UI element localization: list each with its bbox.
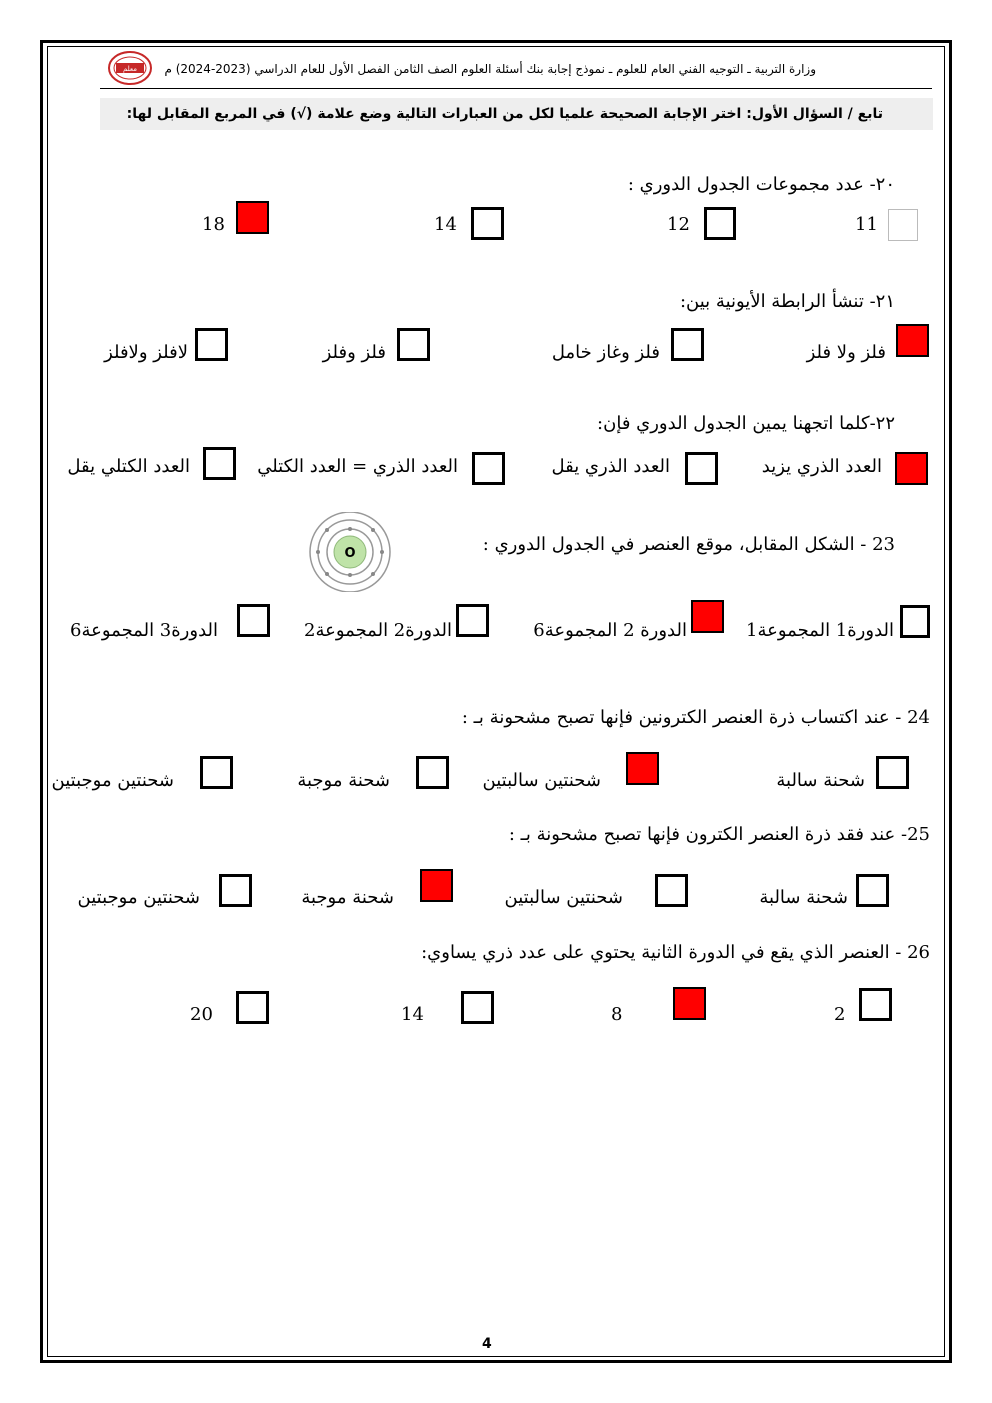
q20-option-2-label: 12 (667, 214, 690, 235)
ministry-logo (106, 50, 154, 86)
q24-option-4-label: شحنتين موجبتين (51, 770, 174, 791)
q25-option-2-checkbox[interactable] (655, 874, 688, 907)
q25-option-1-label: شحنة سالبة (759, 887, 848, 908)
q26-option-3-label: 14 (401, 1004, 424, 1025)
question-24: 24 - عند اكتساب ذرة العنصر الكترونين فإنها تصبح مشحونة بـ : (461, 707, 930, 728)
q21-option-4-checkbox[interactable] (195, 328, 228, 361)
question-22: ٢٢-كلما اتجهنا يمين الجدول الدوري فإن: (597, 413, 895, 434)
q20-option-1-label: 11 (855, 214, 878, 235)
header-divider (100, 88, 932, 89)
q20-option-4-label: 18 (202, 214, 225, 235)
q23-option-1-checkbox[interactable] (900, 605, 930, 638)
svg-text:معلم: معلم (122, 65, 138, 73)
q21-option-3-label: فلز وفلز (322, 342, 386, 363)
q23-option-3-checkbox[interactable] (456, 604, 489, 637)
q22-option-3-label: العدد الذري = العدد الكتلي (257, 456, 458, 477)
q21-option-2-checkbox[interactable] (671, 328, 704, 361)
q25-option-3-checkbox[interactable] (420, 869, 453, 902)
q26-option-2-checkbox[interactable] (673, 987, 706, 1020)
question-23: 23 - الشكل المقابل، موقع العنصر في الجدول الدوري : (482, 534, 895, 555)
q26-option-4-label: 20 (190, 1004, 213, 1025)
q20-option-3-checkbox[interactable] (471, 207, 504, 240)
q24-option-2-label: شحنتين سالبتين (482, 770, 601, 791)
q25-option-1-checkbox[interactable] (856, 874, 889, 907)
q26-option-4-checkbox[interactable] (236, 991, 269, 1024)
q22-option-1-label: العدد الذري يزيد (761, 456, 882, 477)
q22-option-4-label: العدد الكتلي يقل (67, 456, 190, 477)
q23-option-3-label: الدورة2 المجموعة2 (304, 620, 452, 641)
q22-option-4-checkbox[interactable] (203, 447, 236, 480)
q25-option-3-label: شحنة موجبة (301, 887, 394, 908)
q26-option-2-label: 8 (611, 1004, 623, 1025)
q20-option-2-checkbox[interactable] (704, 207, 736, 240)
q23-option-4-label: الدورة3 المجموعة6 (70, 620, 218, 641)
q23-option-4-checkbox[interactable] (237, 604, 270, 637)
q24-option-3-label: شحنة موجبة (297, 770, 390, 791)
q26-option-3-checkbox[interactable] (461, 991, 494, 1024)
question-25: 25- عند فقد ذرة العنصر الكترون فإنها تصبح مشحونة بـ : (508, 824, 930, 845)
q26-option-1-label: 2 (834, 1004, 846, 1025)
q21-option-4-label: لافلز ولافلز (104, 342, 188, 363)
page-number: 4 (482, 1336, 492, 1352)
svg-text:O: O (344, 546, 356, 561)
q20-option-4-checkbox[interactable] (236, 201, 269, 234)
question-banner: تابع / السؤال الأول: اختر الإجابة الصحيحة علميا لكل من العبارات التالية وضع علامة (√) في المربع المقابل لها: (100, 98, 933, 130)
q22-option-2-checkbox[interactable] (685, 452, 718, 485)
q23-option-2-checkbox[interactable] (691, 600, 724, 633)
q22-option-1-checkbox[interactable] (895, 452, 928, 485)
q24-option-1-label: شحنة سالبة (776, 770, 865, 791)
q22-option-3-checkbox[interactable] (472, 452, 505, 485)
q25-option-4-label: شحنتين موجبتين (77, 887, 200, 908)
q24-option-3-checkbox[interactable] (416, 756, 449, 789)
q21-option-1-label: فلز ولا فلز (806, 342, 886, 363)
q23-option-2-label: الدورة 2 المجموعة6 (533, 620, 687, 641)
q21-option-3-checkbox[interactable] (397, 328, 430, 361)
q24-option-2-checkbox[interactable] (626, 752, 659, 785)
q23-option-1-label: الدورة1 المجموعة1 (746, 620, 894, 641)
q24-option-4-checkbox[interactable] (200, 756, 233, 789)
q24-option-1-checkbox[interactable] (876, 756, 909, 789)
q20-option-3-label: 14 (434, 214, 457, 235)
q25-option-4-checkbox[interactable] (219, 874, 252, 907)
oxygen-atom-diagram (305, 512, 395, 592)
q22-option-2-label: العدد الذري يقل (551, 456, 670, 477)
q21-option-2-label: فلز وغاز خامل (551, 342, 660, 363)
question-20: ٢٠- عدد مجموعات الجدول الدوري : (627, 174, 895, 195)
q26-option-1-checkbox[interactable] (859, 988, 892, 1021)
question-26: 26 - العنصر الذي يقع في الدورة الثانية يحتوي على عدد ذري يساوي: (421, 942, 930, 963)
q25-option-2-label: شحنتين سالبتين (504, 887, 623, 908)
header-text: وزارة التربية ـ التوجيه الفني العام للعلوم ـ نموذج إجابة بنك أسئلة العلوم الصف الثامن الفصل الأول للعام الدراسي (2023-2024) م (164, 62, 816, 76)
q20-option-1-checkbox[interactable] (888, 209, 918, 241)
question-21: ٢١- تنشأ الرابطة الأيونية بين: (679, 291, 895, 312)
q21-option-1-checkbox[interactable] (896, 324, 929, 357)
page-border-inner (47, 46, 945, 1357)
